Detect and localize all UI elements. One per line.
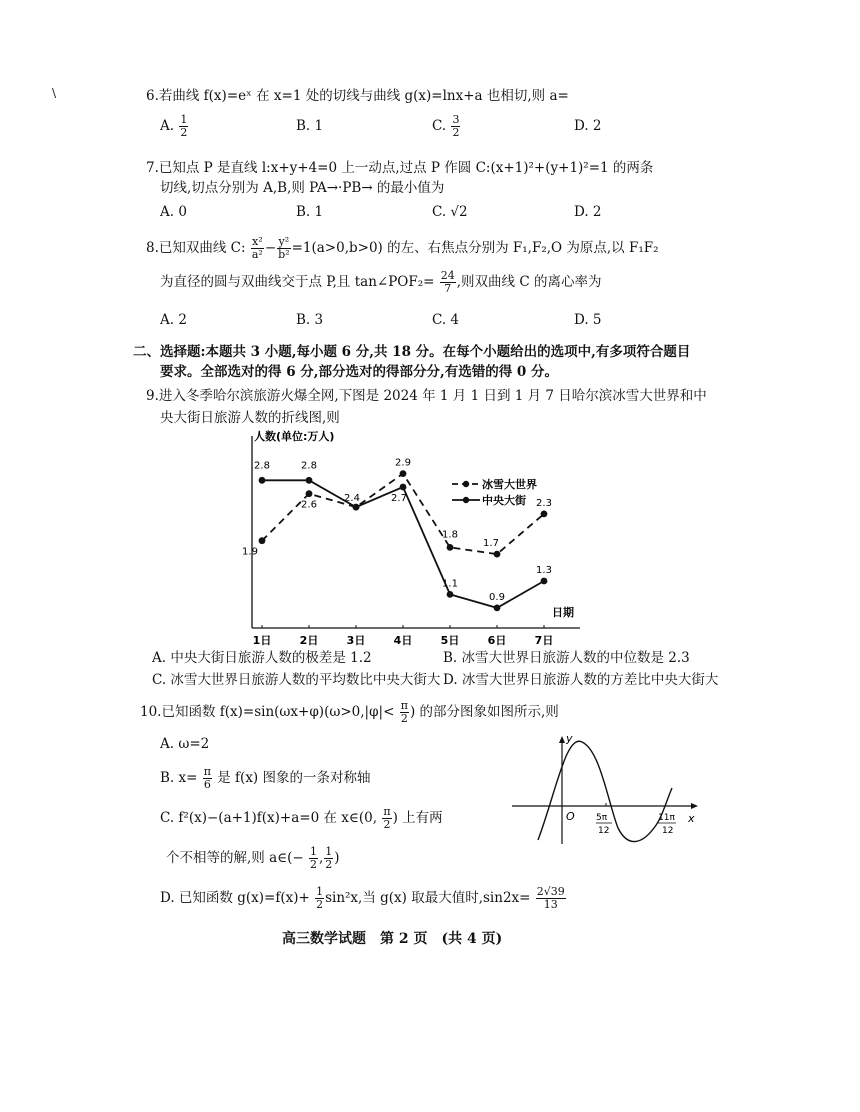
data-point: [259, 477, 266, 484]
data-point: [447, 544, 454, 551]
question-6-stem: 6.若曲线 f(x)=eˣ 在 x=1 处的切线与曲线 g(x)=lnx+a 也相切,则 a=: [146, 88, 569, 104]
data-point: [447, 591, 454, 598]
data-point: [541, 511, 548, 518]
data-label: 1.9: [242, 546, 258, 558]
data-label: 2.7: [391, 493, 407, 504]
data-point: [400, 470, 407, 477]
x-tick-label: 2日: [299, 634, 319, 647]
fraction: $\frac{24}{7}$: [440, 269, 455, 295]
x-tick-label: 1日: [252, 634, 272, 647]
sine-graph: [508, 732, 704, 848]
question-6-option-a: [160, 114, 189, 139]
question-7-line2: 切线,切点分别为 A,B,则 PA→·PB→ 的最小值为: [160, 180, 445, 196]
x-axis-label: x: [688, 812, 695, 825]
data-label: 2.8: [301, 460, 317, 472]
data-point: [494, 605, 501, 612]
x-tick-label: 3日: [346, 634, 366, 647]
fraction: $\frac{\pi}{2}$: [400, 699, 408, 725]
question-8-option-a: A. 2: [160, 312, 187, 328]
data-point: [306, 490, 313, 497]
y-axis-arrow: [559, 736, 565, 743]
fraction: $\frac{\text{x²}}{\text{a²}}$: [251, 235, 263, 261]
question-8-option-c: C. 4: [432, 312, 460, 328]
question-9-option-a: A. 中央大街日旅游人数的极差是 1.2: [152, 650, 372, 666]
question-7-option-b: B. 1: [296, 204, 324, 220]
data-label: 1.3: [536, 565, 552, 576]
question-8-option-d: D. 5: [574, 312, 602, 328]
data-point: [541, 578, 548, 585]
question-10-option-c: C. f²(x)−(a+1)f(x)+a=0 在 x∈(0, $\frac{\pi}{2}$ ) 上有两: [160, 805, 443, 831]
data-point: [353, 504, 360, 511]
legend-marker: [463, 481, 469, 487]
fraction: $\frac{\pi}{6}$: [203, 765, 211, 791]
data-point: [306, 477, 313, 484]
question-10-option-b: B. x= $\frac{\pi}{6}$ 是 f(x) 图象的一条对称轴: [160, 765, 371, 791]
data-label: 2.9: [395, 457, 411, 469]
x-tick-label: 4日: [393, 634, 413, 647]
section-2-header-line1: 二、选择题:本题共 3 小题,每小题 6 分,共 18 分。在每个小题给出的选项中,有多项符合题目: [133, 344, 691, 360]
data-label: 2.3: [536, 497, 552, 509]
data-label: 0.9: [489, 591, 505, 603]
option-c-label: C.: [432, 118, 447, 134]
fraction: $\frac{\text{y²}}{\text{b²}}$: [278, 235, 290, 261]
margin-mark: \: [52, 86, 57, 100]
fraction: $\frac{\pi}{2}$: [383, 805, 391, 831]
fraction: $\frac{1}{2}$: [180, 113, 188, 139]
tick-label-12a: 12: [598, 826, 610, 836]
question-9-option-b: B. 冰雪大世界日旅游人数的中位数是 2.3: [443, 650, 690, 666]
question-9-line1: 9.进入冬季哈尔滨旅游火爆全网,下图是 2024 年 1 月 1 日到 1 月 7 日哈尔滨冰雪大世界和中: [146, 388, 707, 404]
question-10-option-c-line2: 个不相等的解,则 a∈(− $\frac{1}{2}$ , $\frac{1}{2}$ ): [166, 845, 340, 871]
tick-label-11pi: 11π: [658, 813, 675, 823]
question-8-option-b: B. 3: [296, 312, 324, 328]
fraction: $\frac{1}{2}$: [325, 845, 333, 871]
x-tick-label: 6日: [487, 634, 507, 647]
tourist-line-chart: [230, 428, 600, 648]
question-8-line2: 为直径的圆与双曲线交于点 P,且 tan∠POF₂= $\frac{24}{7}$ ,则双曲线 C 的离心率为: [160, 269, 602, 295]
data-label: 1.8: [442, 529, 458, 541]
legend-marker: [463, 497, 469, 503]
data-point: [400, 484, 407, 491]
question-10-stem: 10.已知函数 f(x)=sin(ωx+φ)(ω>0,|φ|< $\frac{\pi}{2}$ ) 的部分图象如图所示,则: [140, 699, 559, 725]
data-point: [259, 537, 266, 544]
tick-label-5pi: 5π: [596, 813, 608, 823]
origin-label: O: [566, 810, 575, 823]
tick-label-12b: 12: [662, 826, 674, 836]
fraction: $\frac{2√39}{13}$: [536, 885, 565, 911]
question-6-option-d: D. 2: [574, 118, 602, 134]
data-point: [494, 551, 501, 558]
question-8-line1: 8.已知双曲线 C: $\frac{\text{x²}}{\text{a²}}$ − $\frac{\text{y²}}{\text{b²}}$ =1(a>0,b>0) 的左、右焦点分别为 F₁,F₂,O 为原点,以 F₁F₂: [146, 235, 659, 261]
question-9-line2: 央大街日旅游人数的折线图,则: [160, 410, 340, 426]
question-7-option-d: D. 2: [574, 204, 602, 220]
question-6-option-b: B. 1: [296, 118, 324, 134]
fraction: $\frac{1}{2}$: [310, 845, 317, 871]
x-axis-label: 日期: [552, 606, 574, 619]
fraction: $\frac{1}{2}$: [316, 885, 324, 911]
x-axis-arrow: [691, 803, 698, 809]
question-10-option-a: A. ω=2: [160, 736, 210, 752]
question-10-option-d: D. 已知函数 g(x)=f(x)+ $\frac{1}{2}$ sin²x,当 g(x) 取最大值时,sin2x= $\frac{2√39}{13}$: [160, 885, 565, 911]
section-2-header-line2: 要求。全部选对的得 6 分,部分选对的得部分分,有选错的得 0 分。: [160, 364, 558, 380]
legend-label: 冰雪大世界: [482, 478, 537, 491]
x-tick-label: 5日: [440, 634, 460, 647]
legend-label: 中央大街: [482, 494, 526, 507]
data-label: 2.4: [344, 493, 360, 505]
data-label: 2.6: [301, 499, 317, 511]
question-9-option-d: D. 冰雪大世界日旅游人数的方差比中央大街大: [443, 672, 719, 688]
question-6-option-c: [432, 114, 461, 139]
fraction: $\frac{3}{2}$: [452, 113, 460, 139]
page-footer: 高三数学试题 第 2 页 (共 4 页): [282, 931, 503, 947]
data-label: 1.1: [442, 578, 458, 590]
y-axis-label: y: [566, 732, 573, 745]
x-tick-label: 7日: [534, 634, 554, 647]
question-7-line1: 7.已知点 P 是直线 l:x+y+4=0 上一动点,过点 P 作圆 C:(x+1)²+(y+1)²=1 的两条: [146, 160, 654, 176]
question-7-option-c: C. √2: [432, 204, 468, 220]
question-7-option-a: A. 0: [160, 204, 187, 220]
data-label: 1.7: [483, 538, 499, 550]
question-9-option-c: C. 冰雪大世界日旅游人数的平均数比中央大街大: [152, 672, 441, 688]
option-a-label: A.: [160, 118, 175, 134]
data-label: 2.8: [254, 460, 270, 472]
y-axis-label: 人数(单位:万人): [254, 430, 335, 443]
